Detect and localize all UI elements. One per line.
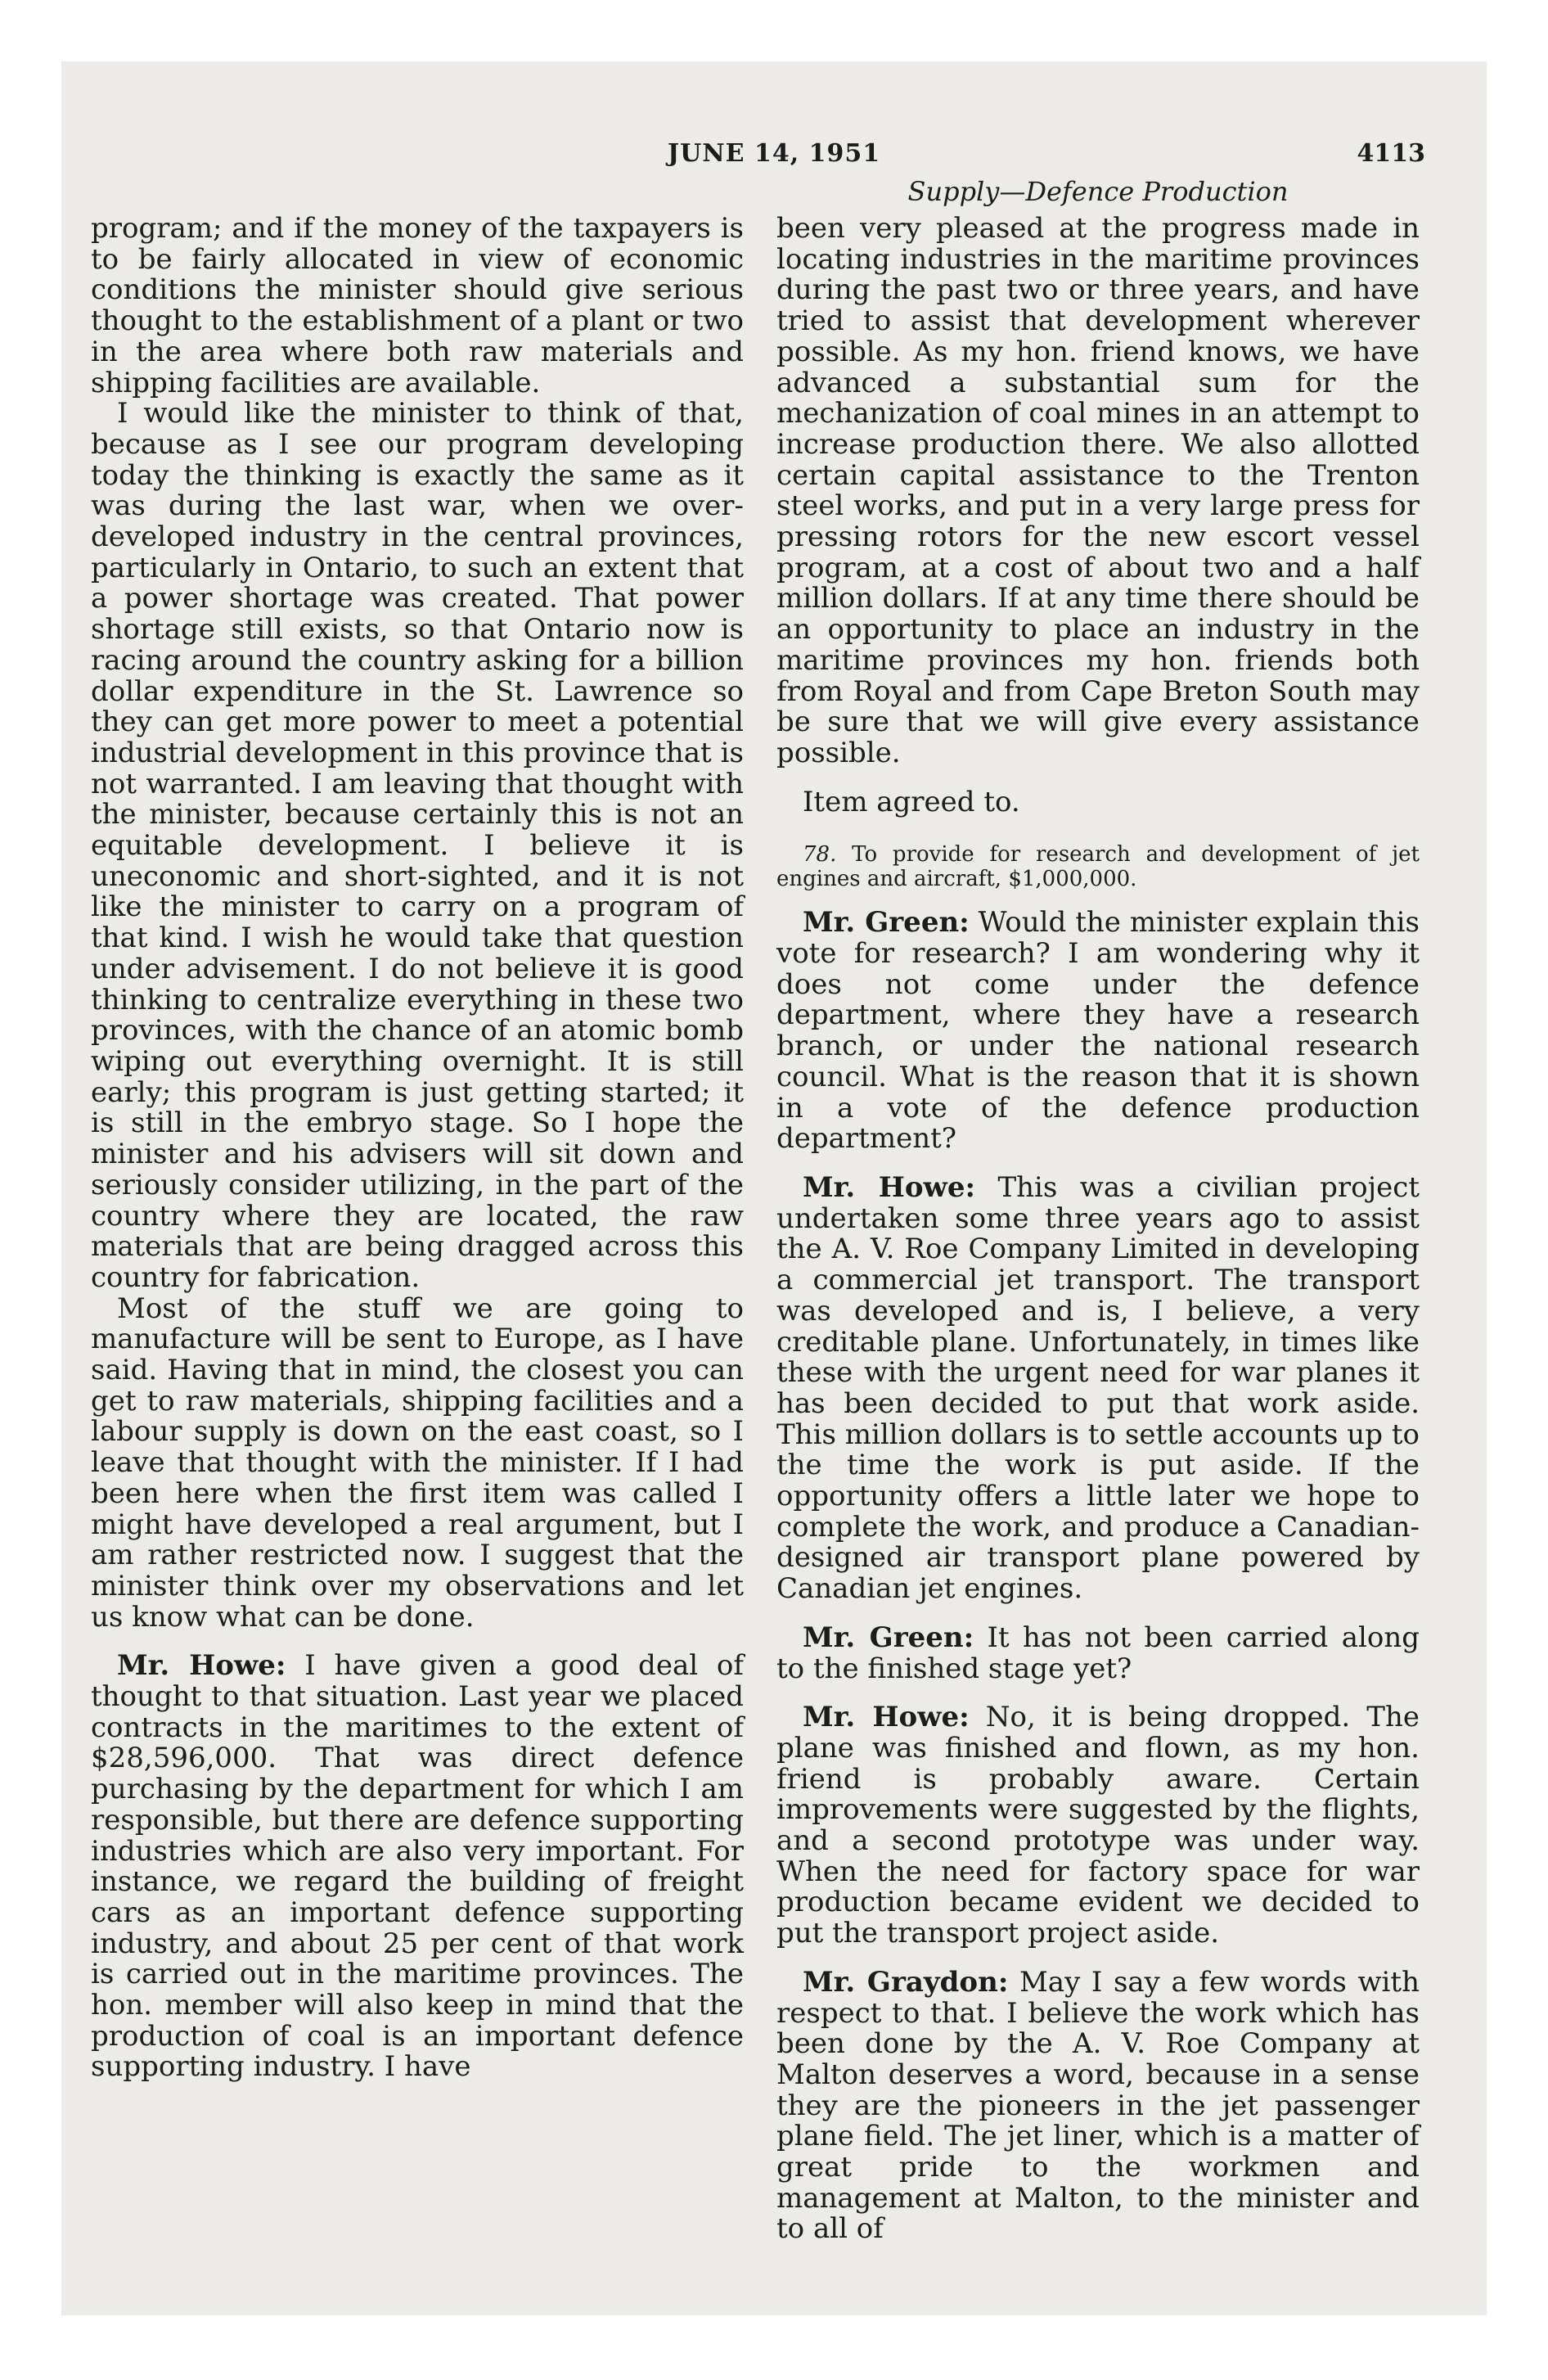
section-heading: Supply—Defence Production xyxy=(907,176,1289,207)
vote-number: 78. xyxy=(803,842,837,868)
speech-paragraph xyxy=(776,1702,1420,1950)
speech-paragraph xyxy=(776,908,1420,1155)
speech-text: I have given a good deal of thought to that situation. Last year we placed contracts in the maritimes to the extent of $28,596,000. That was direct defence purchasing by the department for which I am responsible, but there are defence supporting industries which are also very important. For instance, we regard the building of freight cars as an important defence supporting industry, and about 25 per cent of that work is carried out in the maritime provinces. The hon. member will also keep in mind that the production of coal is an important defence supporting industry. I have xyxy=(91,1649,744,2084)
speech-text: This was a civilian project undertaken some three years ago to assist the A. V. Roe Company Limited in developing a commercial jet transport. The transport was developed and is, I believe, a very creditable plane. Unfortunately, in times like these with the urgent need for war planes it has been decided to put that work aside. This million dollars is to settle accounts up to the time the work is put aside. If the opportunity offers a little later we hope to complete the work, and produce a Canadian-designed air transport plane powered by Canadian jet engines. xyxy=(776,1170,1420,1606)
speaker-name: Mr. Green: xyxy=(803,906,970,940)
page xyxy=(61,61,1487,2315)
paragraph: Most of the stuff we are going to manufacture will be sent to Europe, as I have said. Having that in mind, the closest you can get to raw materials, shipping facilities and a labour supply is down on the east coast, so I leave that thought with the minister. If I had been here when the first item was called I might have developed a real argument, but I am rather restricted now. I suggest that the minister think over my observations and let us know what can be done. xyxy=(91,1291,744,1634)
paragraph: been very pleased at the progress made in locating industries in the maritime provinces during the past two or three years, and have tried to assist that development wherever possible. As my hon. friend knows, we have advanced a substantial sum for the mechanization of coal mines in an attempt to increase production there. We also allotted certain capital assistance to the Trenton steel works, and put in a very large press for pressing rotors for the new escort vessel program, at a cost of about two and a half million dollars. If at any time there should be an opportunity to place an industry in the maritime provinces my hon. friends both from Royal and from Cape Breton South may be sure that we will give every assistance possible. xyxy=(776,212,1420,769)
paragraph: I would like the minister to think of that, because as I see our program developing today the thinking is exactly the same as it was during the last war, when we over-developed industry in the central provinces, particularly in Ontario, to such an extent that a power shortage was created. That power shortage still exists, so that Ontario now is racing around the country asking for a billion dollar expenditure in the St. Lawrence so they can get more power to meet a potential industrial development in this province that is not warranted. I am leaving that thought with the minister, because certainly this is not an equitable development. I believe it is uneconomic and short-sighted, and it is not like the minister to carry on a program of that kind. I wish he would take that question under advisement. I do not believe it is good thinking to centralize everything in these two provinces, with the chance of an atomic bomb wiping out everything overnight. It is still early; this program is just getting started; it is still in the embryo stage. So I hope the minister and his advisers will sit down and seriously consider utilizing, in the part of the country where they are located, the raw materials that are being dragged across this country for fabrication. xyxy=(91,397,744,1294)
speech-paragraph xyxy=(91,1651,744,2083)
speech-paragraph xyxy=(776,1620,1420,1685)
paragraph: Item agreed to. xyxy=(803,785,1020,818)
speech-text: No, it is being dropped. The plane was finished and flown, as my hon. friend is probably aware. Certain improvements were suggested by the flights, and a second prototype was under way. When the need for factory space for war production became evident we decided to put the transport project aside. xyxy=(776,1701,1420,1950)
speech-text: Would the minister explain this vote for research? I am wondering why it does not come under the defence department, where they have a research branch, or under the national research council. What is the reason that it is shown in a vote of the defence production department? xyxy=(776,906,1420,1156)
vote-item xyxy=(776,842,1420,891)
speech-paragraph xyxy=(776,1170,1420,1606)
header-date: JUNE 14, 1951 xyxy=(667,139,881,168)
speaker-name: Mr. Howe: xyxy=(117,1649,286,1683)
speech-text: It has not been carried along to the finished stage yet? xyxy=(776,1620,1420,1685)
speech-text: May I say a few words with respect to that. I believe the work which has been done by the A. V. Roe Company at Malton deserves a word, because in a sense they are the pioneers in the jet passenger plane field. The jet liner, which is a matter of great pride to the workmen and management at Malton, to the minister and to all of xyxy=(776,1965,1420,2246)
speaker-name: Mr. Howe: xyxy=(803,1701,970,1734)
paragraph: program; and if the money of the taxpayers is to be fairly allocated in view of economic conditions the minister should give serious thought to the establishment of a plant or two in the area where both raw materials and shipping facilities are available. xyxy=(91,212,744,399)
speaker-name: Mr. Graydon: xyxy=(803,1965,1009,1999)
right-column xyxy=(776,214,1420,2245)
speaker-name: Mr. Green: xyxy=(803,1620,974,1654)
speaker-name: Mr. Howe: xyxy=(803,1170,975,1204)
left-column xyxy=(91,214,744,2083)
vote-text: To provide for research and development of jet engines and aircraft, $1,000,000. xyxy=(776,842,1420,892)
page-number: 4113 xyxy=(1357,139,1425,168)
speech-paragraph xyxy=(776,1965,1420,2246)
